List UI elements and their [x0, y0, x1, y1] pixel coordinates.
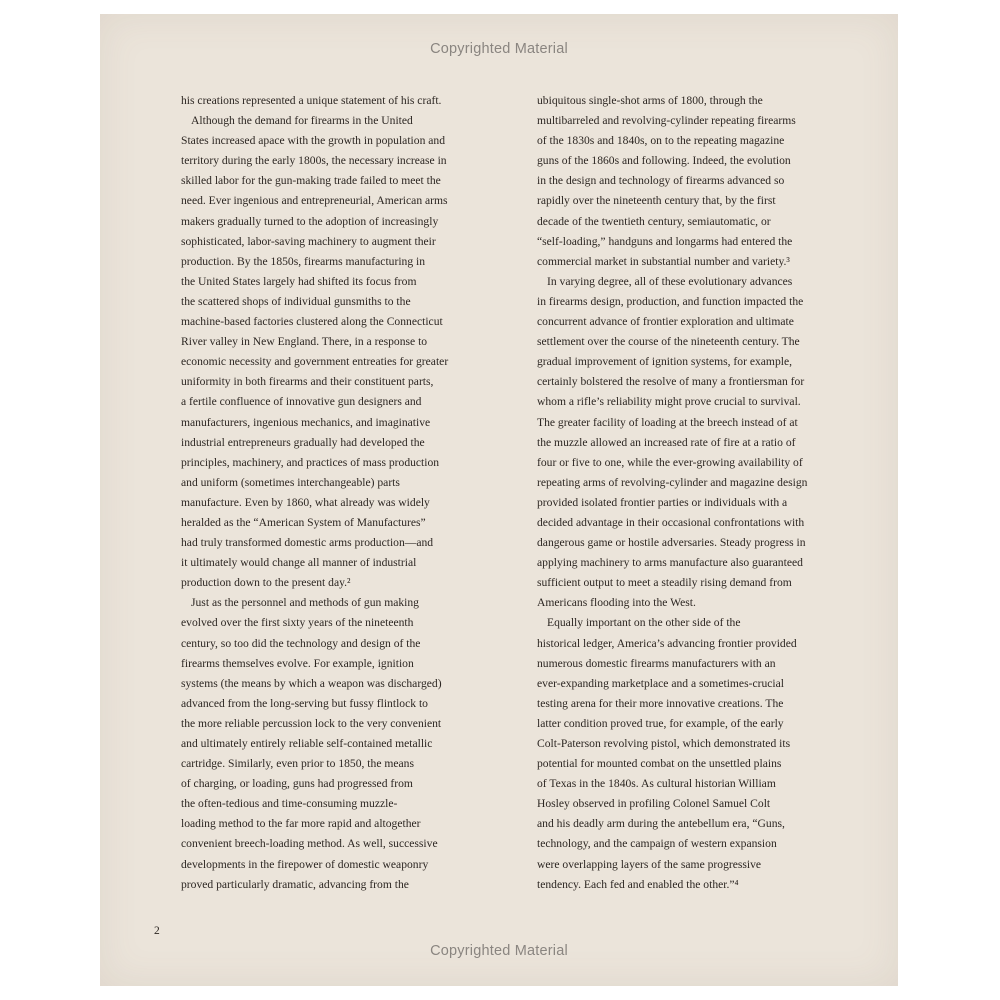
text-line: need. Ever ingenious and entrepreneurial, American arms	[181, 194, 448, 208]
page-number: 2	[154, 925, 160, 937]
text-line: decade of the twentieth century, semiautomatic, or	[537, 214, 771, 228]
text-line: economic necessity and government entreaties for greater	[181, 355, 449, 369]
text-line: manufacture. Even by 1860, what already was widely	[181, 495, 430, 509]
text-line: repeating arms of revolving-cylinder and magazine design	[537, 475, 808, 489]
text-line: in firearms design, production, and function impacted the	[537, 294, 804, 308]
text-line: ever-expanding marketplace and a sometimes-crucial	[537, 676, 784, 690]
text-line: River valley in New England. There, in a response to	[181, 335, 428, 349]
text-line: the scattered shops of individual gunsmiths to the	[181, 294, 411, 308]
text-line: guns of the 1860s and following. Indeed, the evolution	[537, 154, 791, 168]
text-line: testing arena for their more innovative creations. The	[537, 696, 784, 710]
text-line: it ultimately would change all manner of industrial	[181, 556, 417, 570]
text-line: technology, and the campaign of western expansion	[537, 837, 777, 851]
text-line: certainly bolstered the resolve of many a frontiersman for	[537, 375, 805, 389]
text-line: of charging, or loading, guns had progressed from	[181, 777, 413, 791]
text-line: and uniform (sometimes interchangeable) parts	[181, 475, 400, 489]
text-line: Hosley observed in profiling Colonel Samuel Colt	[537, 797, 771, 811]
text-line: tendency. Each fed and enabled the other.”⁴	[537, 877, 739, 891]
text-line: advanced from the long-serving but fussy flintlock to	[181, 696, 428, 710]
text-line: systems (the means by which a weapon was discharged)	[181, 676, 442, 690]
text-line: evolved over the first sixty years of the nineteenth	[181, 616, 414, 630]
text-line: Colt-Paterson revolving pistol, which demonstrated its	[537, 737, 791, 750]
text-line: whom a rifle’s reliability might prove crucial to survival.	[537, 395, 801, 409]
book-page	[100, 14, 898, 986]
text-line: Americans flooding into the West.	[537, 596, 696, 610]
text-line: concurrent advance of frontier exploration and ultimate	[537, 315, 794, 329]
text-line: rapidly over the nineteenth century that, by the first	[537, 194, 776, 208]
text-line: sophisticated, labor-saving machinery to augment their	[181, 234, 436, 248]
text-line: latter condition proved true, for example, of the early	[537, 716, 784, 730]
text-line: proved particularly dramatic, advancing from the	[181, 877, 409, 891]
text-line: a fertile confluence of innovative gun designers and	[181, 395, 422, 409]
text-line: decided advantage in their occasional confrontations with	[537, 515, 805, 529]
text-line: provided isolated frontier parties or individuals with a	[537, 495, 788, 509]
text-line: and his deadly arm during the antebellum era, “Guns,	[537, 817, 785, 831]
text-line: loading method to the far more rapid and altogether	[181, 817, 421, 831]
text-line: potential for mounted combat on the unsettled plains	[537, 757, 782, 771]
text-line: had truly transformed domestic arms production—and	[181, 536, 434, 550]
text-line: production down to the present day.²	[181, 576, 351, 590]
text-line: applying machinery to arms manufacture also guaranteed	[537, 556, 803, 570]
text-line: the muzzle allowed an increased rate of fire at a ratio of	[537, 435, 796, 449]
text-line: developments in the firepower of domestic weaponry	[181, 857, 429, 871]
text-line: makers gradually turned to the adoption of increasingly	[181, 214, 439, 228]
text-line: and ultimately entirely reliable self-contained metallic	[181, 737, 433, 750]
text-line: principles, machinery, and practices of mass production	[181, 455, 440, 469]
text-line: his creations represented a unique statement of his craft.	[181, 94, 442, 107]
text-line: industrial entrepreneurs gradually had developed the	[181, 435, 425, 449]
text-line: convenient breech-loading method. As well, successive	[181, 837, 438, 851]
text-line: Although the demand for firearms in the United	[191, 114, 413, 128]
text-line: historical ledger, America’s advancing frontier provided	[537, 636, 797, 650]
text-line: four or five to one, while the ever-growing availability of	[537, 455, 803, 469]
text-line: the more reliable percussion lock to the very convenient	[181, 716, 442, 730]
text-line: In varying degree, all of these evolutionary advances	[547, 274, 793, 288]
text-line: sufficient output to meet a steadily rising demand from	[537, 576, 792, 590]
text-line: were overlapping layers of the same progressive	[537, 857, 762, 871]
text-line: uniformity in both firearms and their constituent parts,	[181, 375, 434, 389]
text-line: ubiquitous single-shot arms of 1800, through the	[537, 94, 763, 107]
text-line: settlement over the course of the nineteenth century. The	[537, 335, 800, 349]
text-line: The greater facility of loading at the breech instead of at	[537, 415, 798, 429]
text-line: century, so too did the technology and design of the	[181, 636, 421, 650]
text-line: States increased apace with the growth in population and	[181, 134, 446, 148]
text-line: skilled labor for the gun-making trade failed to meet the	[181, 174, 441, 188]
text-line: of the 1830s and 1840s, on to the repeating magazine	[537, 134, 785, 148]
text-line: Just as the personnel and methods of gun making	[191, 596, 419, 610]
text-line: numerous domestic firearms manufacturers with an	[537, 656, 776, 670]
text-line: machine-based factories clustered along the Connecticut	[181, 315, 443, 329]
copyright-watermark-top: Copyrighted Material	[430, 41, 568, 57]
text-line: cartridge. Similarly, even prior to 1850, the means	[181, 757, 414, 771]
text-line: firearms themselves evolve. For example, ignition	[181, 656, 414, 670]
text-line: dangerous game or hostile adversaries. Steady progress in	[537, 536, 806, 550]
text-line: commercial market in substantial number and variety.³	[537, 254, 790, 268]
text-line: gradual improvement of ignition systems, for example,	[537, 355, 793, 369]
text-line: heralded as the “American System of Manufactures”	[181, 515, 426, 529]
text-line: “self-loading,” handguns and longarms had entered the	[537, 234, 793, 248]
text-line: Equally important on the other side of the	[547, 616, 741, 630]
text-line: in the design and technology of firearms advanced so	[537, 174, 785, 188]
text-line: the United States largely had shifted its focus from	[181, 274, 417, 288]
left-text-column	[181, 91, 481, 895]
text-line: multibarreled and revolving-cylinder repeating firearms	[537, 114, 796, 128]
text-line: the often-tedious and time-consuming muzzle-	[181, 797, 398, 811]
copyright-watermark-bottom: Copyrighted Material	[430, 943, 568, 959]
text-line: of Texas in the 1840s. As cultural historian William	[537, 777, 776, 791]
text-line: manufacturers, ingenious mechanics, and imaginative	[181, 415, 431, 429]
text-line: territory during the early 1800s, the necessary increase in	[181, 154, 447, 168]
right-text-column	[537, 91, 837, 895]
text-line: production. By the 1850s, firearms manufacturing in	[181, 254, 426, 268]
